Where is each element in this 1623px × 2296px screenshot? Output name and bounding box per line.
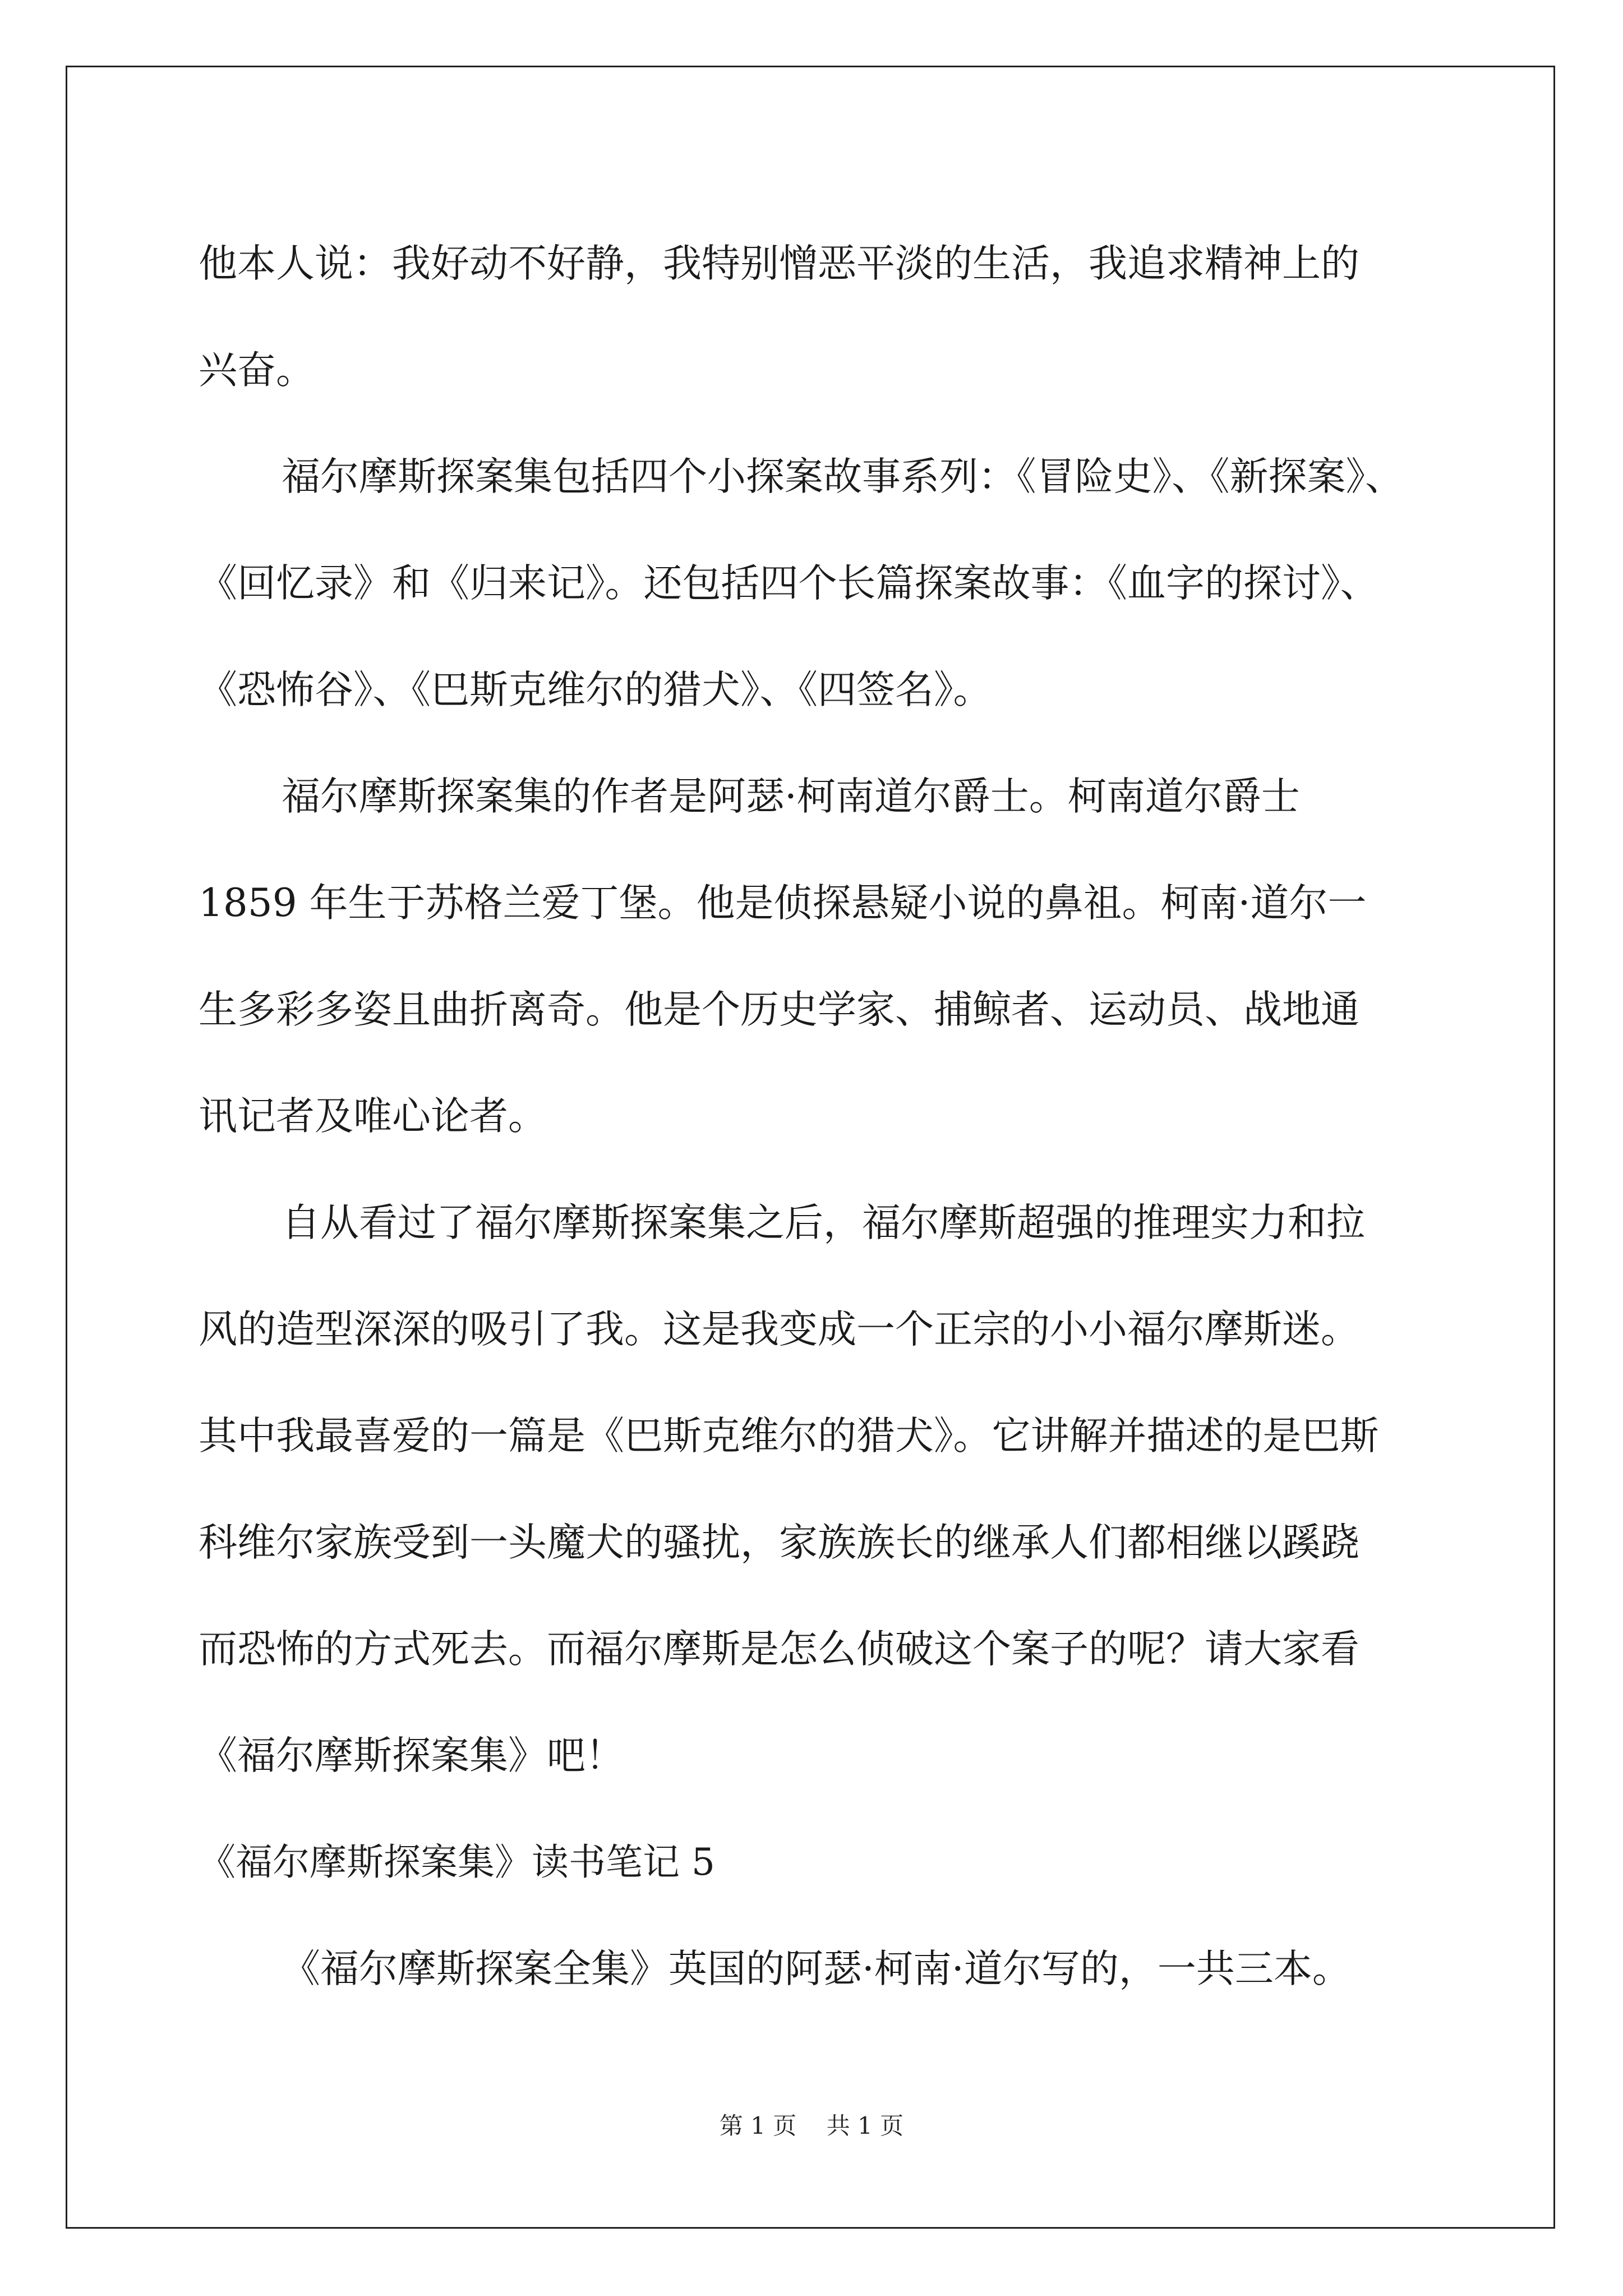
text-line: 兴奋。 [199,348,315,393]
text-line: 讯记者及唯心论者。 [199,1094,547,1139]
section-heading: 《福尔摩斯探案集》读书笔记 5 [199,1841,715,1884]
text-line: 《恐怖谷》、《巴斯克维尔的猎犬》、《四签名》。 [199,668,992,712]
paragraph-line: 《福尔摩斯探案全集》英国的阿瑟·柯南·道尔写的，一共三本。 [282,1947,1351,1991]
text-line: 《福尔摩斯探案集》吧！ [199,1733,624,1778]
text-line: 1859 年生于苏格兰爱丁堡。他是侦探悬疑小说的鼻祖。柯南·道尔一 [199,881,1367,926]
text-line: 他本人说：我好动不好静，我特别憎恶平淡的生活，我追求精神上的 [199,241,1359,286]
text-line: 《回忆录》和《归来记》。还包括四个长篇探案故事：《血字的探讨》、 [199,561,1379,606]
page-footer: 第 1 页 共 1 页 [719,2112,904,2139]
paragraph-line: 福尔摩斯探案集包括四个小探案故事系列：《冒险史》、《新探案》、 [282,454,1404,499]
text-line: 而恐怖的方式死去。而福尔摩斯是怎么侦破这个案子的呢？请大家看 [199,1627,1359,1672]
paragraph-line: 福尔摩斯探案集的作者是阿瑟·柯南道尔爵士。柯南道尔爵士 [282,774,1300,819]
text-line: 科维尔家族受到一头魔犬的骚扰，家族族长的继承人们都相继以蹊跷 [199,1520,1359,1565]
text-line: 其中我最喜爱的一篇是《巴斯克维尔的猎犬》。它讲解并描述的是巴斯 [199,1414,1379,1458]
text-line: 生多彩多姿且曲折离奇。他是个历史学家、捕鲸者、运动员、战地通 [199,987,1359,1032]
document-body [199,210,1432,2022]
text-line: 风的造型深深的吸引了我。这是我变成一个正宗的小小福尔摩斯迷。 [199,1307,1359,1352]
paragraph-line: 自从看过了福尔摩斯探案集之后，福尔摩斯超强的推理实力和拉 [282,1200,1365,1245]
